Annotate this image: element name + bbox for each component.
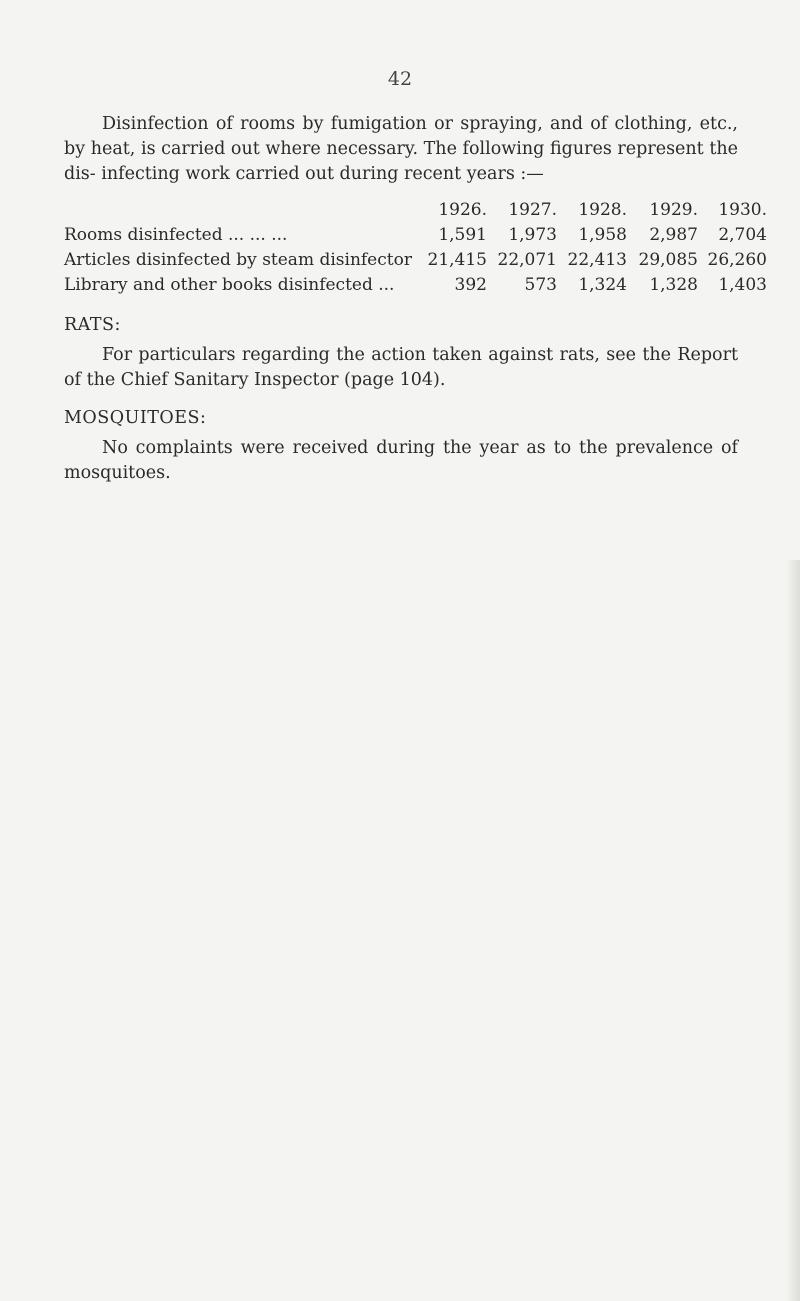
mosquitoes-heading: MOSQUITOES: [64,408,207,428]
row-label: Library and other books disinfected ... [64,275,395,295]
table-row [64,223,767,248]
table-cell: 26,260 [707,250,767,270]
table-cell: 392 [454,275,487,295]
table-cell: 1,591 [438,225,487,245]
table-header-row [64,198,767,223]
year-header: 1928. [578,200,627,220]
table-cell: 21,415 [427,250,487,270]
rats-heading: RATS: [64,315,121,335]
page-edge-discoloration [786,560,800,1301]
rats-paragraph: For particulars regarding the action taken against rats, see the Report of the Chief Sanitary Inspector (page 104). [64,345,738,390]
table-row [64,273,767,298]
page-number: 42 [387,68,413,90]
row-label: Articles disinfected by steam disinfector [64,250,412,270]
table-row [64,248,767,273]
table-cell: 1,324 [578,275,627,295]
mosquitoes-paragraph: No complaints were received during the year as to the prevalence of mosquitoes. [64,438,738,483]
table-cell: 1,403 [718,275,767,295]
table-cell: 22,413 [567,250,627,270]
year-header: 1930. [718,200,767,220]
table-cell: 2,704 [718,225,767,245]
table-cell: 1,328 [649,275,698,295]
table-cell: 29,085 [638,250,698,270]
table-cell: 2,987 [649,225,698,245]
year-header: 1926. [438,200,487,220]
table-cell: 22,071 [497,250,557,270]
table-cell: 1,973 [508,225,557,245]
table-cell: 1,958 [578,225,627,245]
table-cell: 573 [524,275,557,295]
intro-paragraph: Disinfection of rooms by fumigation or spraying, and of clothing, etc., by heat, is carried out where necessary. The following figures represent the dis- infecting work carried out during recent years :— [64,114,738,184]
year-header: 1929. [649,200,698,220]
row-label: Rooms disinfected ... ... ... [64,225,288,245]
disinfection-table [64,198,767,298]
year-header: 1927. [508,200,557,220]
